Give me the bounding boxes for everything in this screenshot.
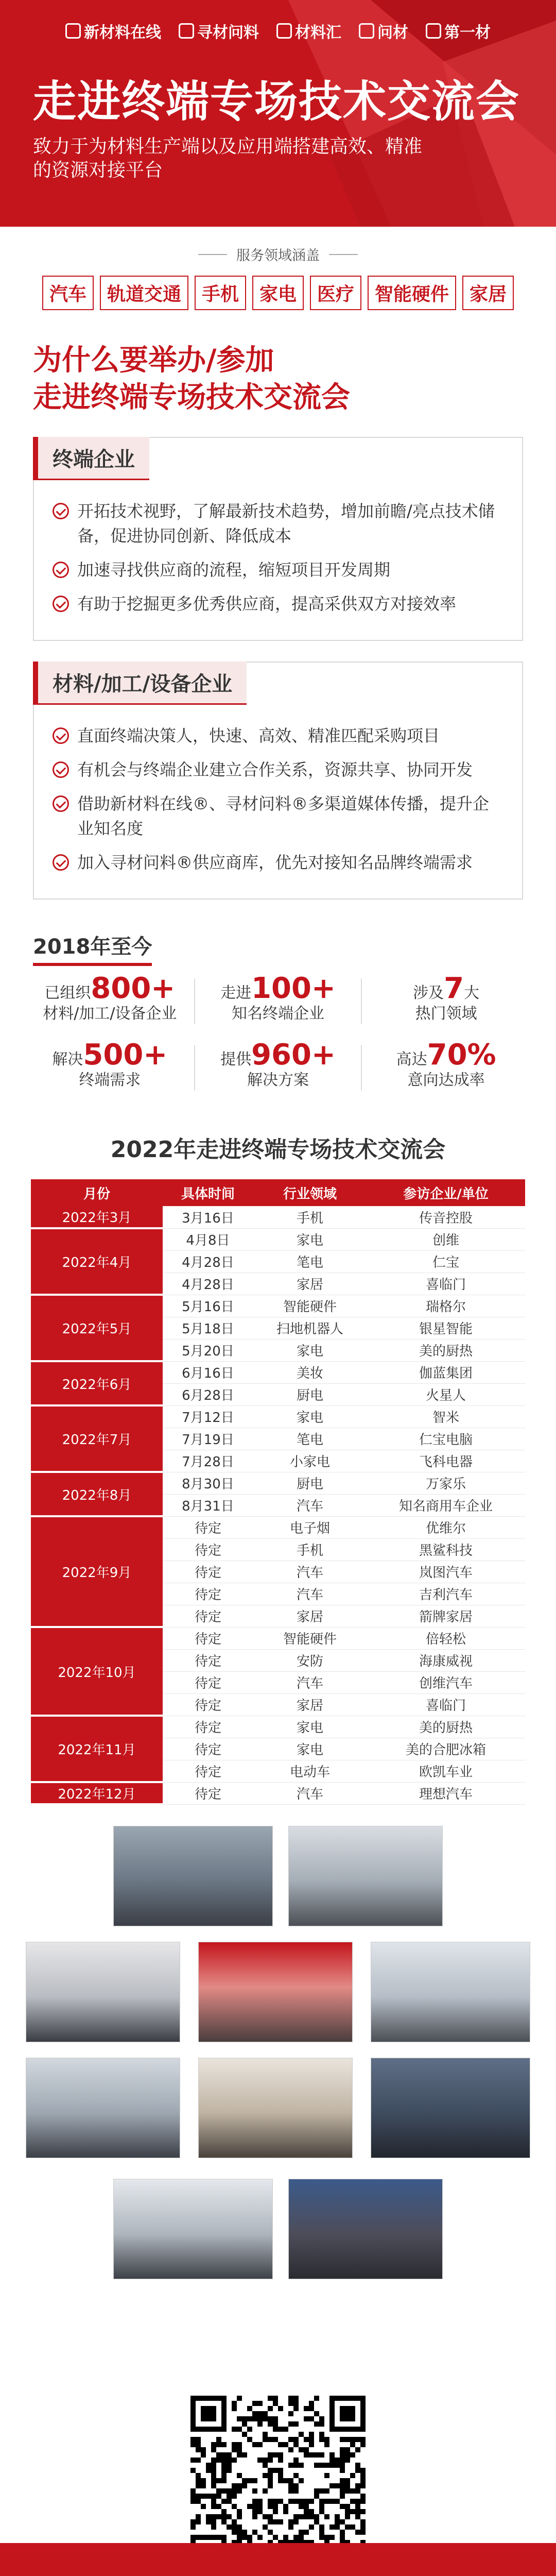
company-cell: 倍轻松 — [367, 1627, 525, 1649]
industry-cell: 汽车 — [253, 1583, 367, 1605]
event-photo — [371, 1942, 530, 2042]
date-cell: 5月18日 — [163, 1317, 253, 1339]
logo-4: 问材 — [359, 20, 408, 42]
list-item: 有机会与终端企业建立合作关系，资源共享、协同开发 — [53, 757, 503, 782]
date-cell: 5月16日 — [163, 1295, 253, 1317]
date-cell: 待定 — [163, 1716, 253, 1738]
event-photo — [198, 1942, 353, 2042]
date-cell: 待定 — [163, 1516, 253, 1538]
date-cell: 4月28日 — [163, 1273, 253, 1295]
tag-phone: 手机 — [195, 276, 246, 310]
industry-cell: 安防 — [253, 1649, 367, 1671]
list-item: 开拓技术视野，了解最新技术趋势，增加前瞻/亮点技术储备，促进协同创新、降低成本 — [53, 499, 503, 548]
schedule-body — [31, 1206, 525, 1804]
stat-item: 提供960+ 解决方案 — [194, 1045, 362, 1091]
date-cell: 4月28日 — [163, 1250, 253, 1273]
company-cell: 创维汽车 — [367, 1671, 525, 1693]
bottom-bar — [0, 2543, 556, 2576]
stats-grid — [26, 972, 530, 1091]
check-icon — [53, 503, 69, 519]
company-cell: 理想汽车 — [367, 1782, 525, 1804]
company-cell: 火星人 — [367, 1383, 525, 1405]
tag-auto: 汽车 — [42, 276, 94, 310]
company-cell: 瑞格尔 — [367, 1295, 525, 1317]
company-cell: 美的厨热 — [367, 1716, 525, 1738]
company-cell: 飞科电器 — [367, 1450, 525, 1472]
check-icon — [53, 727, 69, 744]
page-subtitle: 致力于为材料生产端以及应用端搭建高效、精准的资源对接平台 — [33, 136, 423, 181]
event-photo — [26, 2058, 180, 2158]
date-cell: 待定 — [163, 1782, 253, 1804]
since-heading: 2018年至今 — [33, 930, 152, 966]
check-icon — [53, 795, 69, 812]
company-cell: 仁宝电脑 — [367, 1428, 525, 1450]
event-photo — [288, 1826, 443, 1926]
check-icon — [53, 854, 69, 871]
supplier-card-title: 材料/加工/设备企业 — [33, 662, 247, 705]
event-photo — [198, 2058, 353, 2158]
month-cell: 2022年5月 — [31, 1295, 163, 1361]
company-cell: 美的厨热 — [367, 1339, 525, 1361]
industry-cell: 汽车 — [253, 1494, 367, 1516]
date-cell: 待定 — [163, 1561, 253, 1583]
company-cell: 岚图汽车 — [367, 1561, 525, 1583]
industry-cell: 手机 — [253, 1538, 367, 1561]
terminal-card-title: 终端企业 — [33, 437, 149, 480]
tag-home: 家居 — [462, 276, 514, 310]
list-item: 直面终端决策人，快速、高效、精准匹配采购项目 — [53, 723, 503, 748]
event-photo — [113, 1826, 273, 1926]
date-cell: 5月20日 — [163, 1339, 253, 1361]
industry-cell: 小家电 — [253, 1450, 367, 1472]
date-cell: 8月30日 — [163, 1472, 253, 1494]
event-photo — [371, 2058, 530, 2158]
logo-1: 新材料在线 — [65, 20, 161, 42]
hero-banner — [0, 0, 556, 227]
table-row — [31, 1516, 525, 1538]
date-cell: 6月28日 — [163, 1383, 253, 1405]
check-icon — [53, 562, 69, 578]
list-item: 加速寻找供应商的流程，缩短项目开发周期 — [53, 557, 503, 582]
service-tags — [0, 276, 556, 310]
stat-item: 高达70% 意向达成率 — [396, 1038, 496, 1089]
event-photo — [26, 1942, 180, 2042]
date-cell: 6月16日 — [163, 1361, 253, 1383]
why-heading: 为什么要举办/参加 走进终端专场技术交流会 — [33, 344, 350, 414]
photo-gallery — [0, 1826, 556, 2346]
date-cell: 待定 — [163, 1583, 253, 1605]
company-cell: 优维尔 — [367, 1516, 525, 1538]
month-cell: 2022年11月 — [31, 1716, 163, 1782]
company-cell: 海康威视 — [367, 1649, 525, 1671]
company-cell: 伽蓝集团 — [367, 1361, 525, 1383]
date-cell: 4月8日 — [163, 1228, 253, 1250]
company-cell: 知名商用车企业 — [367, 1494, 525, 1516]
company-cell: 美的合肥冰箱 — [367, 1738, 525, 1760]
company-cell: 万家乐 — [367, 1472, 525, 1494]
industry-cell: 家居 — [253, 1273, 367, 1295]
industry-cell: 家电 — [253, 1339, 367, 1361]
date-cell: 7月12日 — [163, 1405, 253, 1428]
logo-2: 寻材问料 — [179, 20, 259, 42]
event-photo — [113, 2179, 273, 2279]
company-cell: 创维 — [367, 1228, 525, 1250]
table-row — [31, 1295, 525, 1317]
industry-cell: 厨电 — [253, 1383, 367, 1405]
company-cell: 喜临门 — [367, 1693, 525, 1716]
date-cell: 待定 — [163, 1627, 253, 1649]
month-cell: 2022年6月 — [31, 1361, 163, 1405]
industry-cell: 家电 — [253, 1405, 367, 1428]
industry-cell: 手机 — [253, 1206, 367, 1228]
month-cell: 2022年4月 — [31, 1228, 163, 1295]
table-row — [31, 1405, 525, 1428]
date-cell: 7月19日 — [163, 1428, 253, 1450]
page-title: 走进终端专场技术交流会 — [33, 76, 520, 127]
tag-appliance: 家电 — [252, 276, 304, 310]
month-cell: 2022年3月 — [31, 1206, 163, 1228]
table-row — [31, 1627, 525, 1649]
tag-medical: 医疗 — [310, 276, 361, 310]
industry-cell: 电子烟 — [253, 1516, 367, 1538]
date-cell: 待定 — [163, 1649, 253, 1671]
table-row — [31, 1716, 525, 1738]
date-cell: 待定 — [163, 1738, 253, 1760]
services-label: 服务领域涵盖 — [0, 244, 556, 264]
date-cell: 待定 — [163, 1671, 253, 1693]
table-row — [31, 1472, 525, 1494]
supplier-card — [33, 662, 523, 900]
industry-cell: 家电 — [253, 1716, 367, 1738]
table-row — [31, 1361, 525, 1383]
month-cell: 2022年8月 — [31, 1472, 163, 1516]
industry-cell: 智能硬件 — [253, 1627, 367, 1649]
company-cell: 智米 — [367, 1405, 525, 1428]
date-cell: 3月16日 — [163, 1206, 253, 1228]
stat-item: 已组织800+ 材料/加工/设备企业 — [43, 972, 177, 1023]
company-cell: 传音控股 — [367, 1206, 525, 1228]
stat-item: 涉及7大 热门领域 — [413, 972, 480, 1023]
check-icon — [53, 596, 69, 612]
industry-cell: 笔电 — [253, 1250, 367, 1273]
company-cell: 箭牌家居 — [367, 1605, 525, 1627]
company-cell: 欧凯车业 — [367, 1760, 525, 1782]
month-cell: 2022年10月 — [31, 1627, 163, 1716]
table-row — [31, 1782, 525, 1804]
date-cell: 7月28日 — [163, 1450, 253, 1472]
date-cell: 待定 — [163, 1693, 253, 1716]
company-cell: 黑鲨科技 — [367, 1538, 525, 1561]
date-cell: 待定 — [163, 1538, 253, 1561]
industry-cell: 美妆 — [253, 1361, 367, 1383]
logo-5: 第一材 — [426, 20, 491, 42]
industry-cell: 智能硬件 — [253, 1295, 367, 1317]
stat-item: 解决500+ 终端需求 — [52, 1038, 168, 1089]
check-icon — [53, 761, 69, 778]
industry-cell: 汽车 — [253, 1561, 367, 1583]
schedule-title: 2022年走进终端专场技术交流会 — [110, 1137, 446, 1163]
company-cell: 吉利汽车 — [367, 1583, 525, 1605]
table-row — [31, 1206, 525, 1228]
tag-rail: 轨道交通 — [100, 276, 188, 310]
company-cell: 仁宝 — [367, 1250, 525, 1273]
industry-cell: 家电 — [253, 1228, 367, 1250]
logo-3: 材料汇 — [276, 20, 341, 42]
industry-cell: 厨电 — [253, 1472, 367, 1494]
terminal-card — [33, 437, 523, 641]
list-item: 加入寻材问料®供应商库，优先对接知名品牌终端需求 — [53, 850, 503, 875]
industry-cell: 电动车 — [253, 1760, 367, 1782]
industry-cell: 家居 — [253, 1693, 367, 1716]
list-item: 借助新材料在线®、寻材问料®多渠道媒体传播，提升企业知名度 — [53, 791, 503, 841]
industry-cell: 家电 — [253, 1738, 367, 1760]
stat-item: 走进100+ 知名终端企业 — [194, 978, 362, 1024]
date-cell: 待定 — [163, 1605, 253, 1627]
month-cell: 2022年9月 — [31, 1516, 163, 1627]
tag-smart-hardware: 智能硬件 — [368, 276, 456, 310]
date-cell: 8月31日 — [163, 1494, 253, 1516]
schedule-table — [31, 1179, 525, 1805]
industry-cell: 家居 — [253, 1605, 367, 1627]
industry-cell: 汽车 — [253, 1671, 367, 1693]
partner-logos — [0, 20, 556, 42]
industry-cell: 汽车 — [253, 1782, 367, 1804]
month-cell: 2022年7月 — [31, 1405, 163, 1472]
month-cell: 2022年12月 — [31, 1782, 163, 1804]
table-row — [31, 1228, 525, 1250]
industry-cell: 笔电 — [253, 1428, 367, 1450]
company-cell: 银星智能 — [367, 1317, 525, 1339]
list-item: 有助于挖掘更多优秀供应商，提高采供双方对接效率 — [53, 591, 503, 616]
industry-cell: 扫地机器人 — [253, 1317, 367, 1339]
date-cell: 待定 — [163, 1760, 253, 1782]
company-cell: 喜临门 — [367, 1273, 525, 1295]
table-header: 月份 具体时间 行业领域 参访企业/单位 — [31, 1179, 525, 1206]
event-photo — [288, 2179, 443, 2279]
